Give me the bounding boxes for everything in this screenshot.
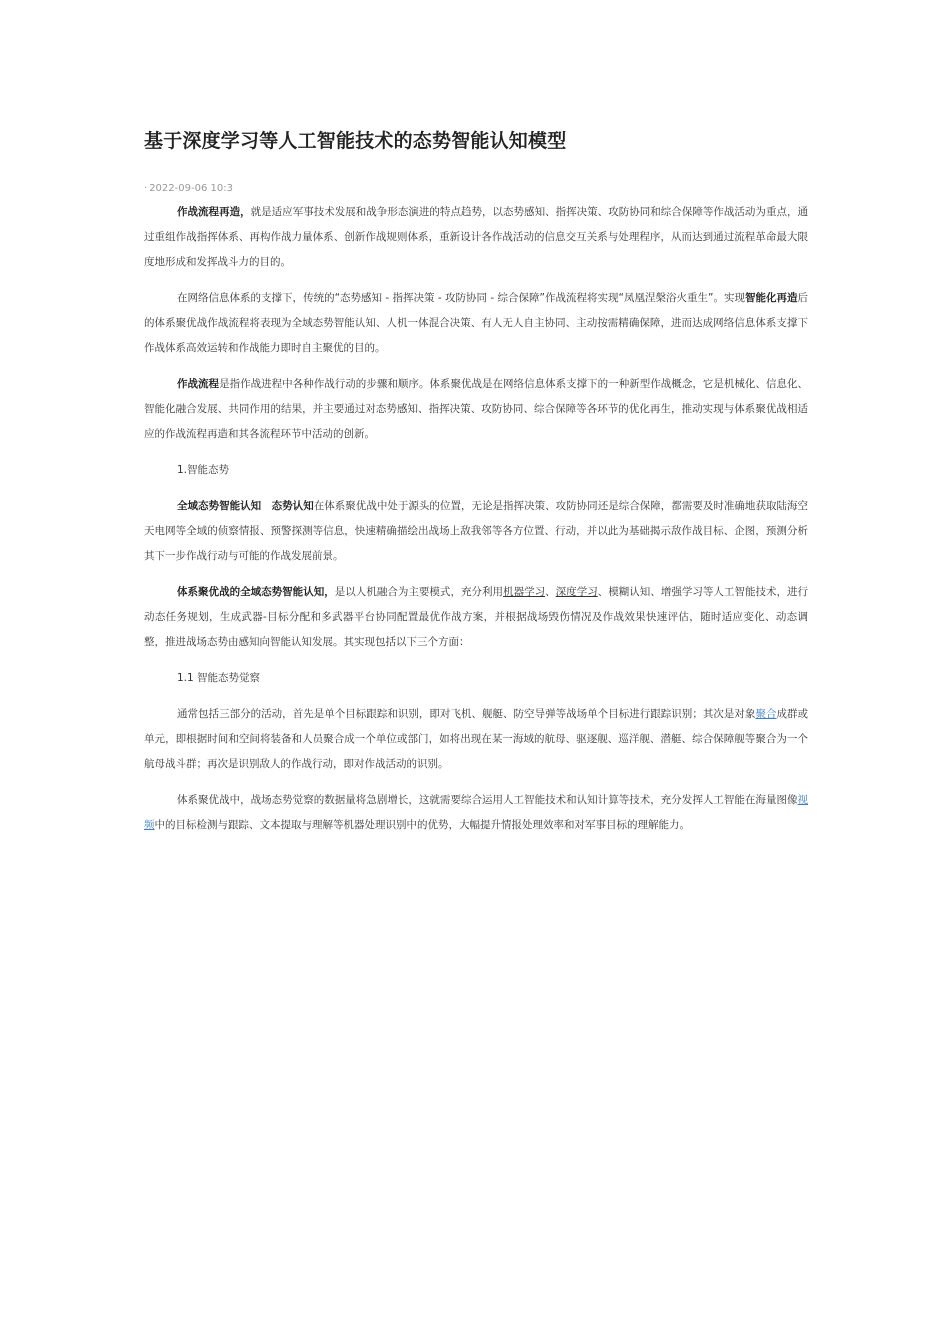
bold-term: 体系聚优战的全域态势智能认知， — [177, 586, 335, 598]
paragraph-text: 后的体系聚优战作战流程将表现为全域态势智能认知、人机一体混合决策、有人无人自主协同、主动按需精确保障，进而达成网络信息体系支撑下作战体系高效运转和作战能力即时自主聚优的目的。 — [144, 292, 808, 354]
bold-term: 智能化再造 — [744, 292, 798, 304]
paragraph-text: 是以人机融合为主要模式，充分利用 — [334, 586, 504, 598]
link-video[interactable]: 视频 — [144, 794, 808, 831]
paragraph-text: 成群或单元，即根据时间和空间将装备和人员聚合成一个单位或部门，如将出现在某一海域的航母、驱逐舰、巡洋舰、潜艇、综合保障舰等聚合为一个航母战斗群；再次是识别敌人的作战行动，即对作战活动的识别。 — [144, 708, 809, 770]
article — [144, 126, 808, 838]
publish-date: 2022-09-06 10:3 — [149, 183, 233, 194]
bold-term: 作战流程再造， — [177, 206, 251, 218]
bold-term: 作战流程 — [177, 378, 220, 390]
paragraph-text: 、模糊认知、增强学习等人工智能技术，进行动态任务规划，生成武器-目标分配和多武器平台协同配置最优作战方案，并根据战场毁伤情况及作战效果快速评估，随时适应变化、动态调整，推进战场态势由感知向智能认知发展。其实现包括以下三个方面： — [144, 586, 809, 648]
link-machine-learning[interactable]: 机器学习 — [503, 586, 546, 598]
paragraph-text: 在网络信息体系的支撑下，传统的“态势感知 - 指挥决策 - 攻防协同 - 综合保障”作战流程将实现“凤凰涅槃浴火重生”。实现 — [177, 292, 745, 304]
paragraph-3 — [144, 372, 808, 447]
link-deep-learning[interactable]: 深度学习 — [555, 586, 598, 598]
paragraph-text: 是指作战进程中各种作战行动的步骤和顺序。体系聚优战是在网络信息体系支撑下的一种新型作战概念，它是机械化、信息化、智能化融合发展、共同作用的结果，并主要通过对态势感知、指挥决策、攻防协同、综合保障等各环节的优化再生，推动实现与体系聚优战相适应的作战流程再造和其各流程环节中活动的创新。 — [144, 378, 809, 440]
article-meta — [144, 182, 808, 196]
paragraph-5 — [144, 580, 808, 655]
paragraph-text: 就是适应军事技术发展和战争形态演进的特点趋势，以态势感知、指挥决策、攻防协同和综合保障等作战活动为重点，通过重组作战指挥体系、再构作战力量体系、创新作战规则体系，重新设计各作战活动的信息交互关系与处理程序，从而达到通过流程革命最大限度地形成和发挥战斗力的目的。 — [144, 206, 809, 268]
bold-term: 全域态势智能认知 态势认知 — [177, 500, 314, 512]
paragraph-4 — [144, 494, 808, 569]
paragraph-text: 在体系聚优战中处于源头的位置，无论是指挥决策、攻防协同还是综合保障，都需要及时准确地获取陆海空天电网等全域的侦察情报、预警探测等信息，快速精确描绘出战场上敌我邻等各方位置、行动，并以此为基础揭示敌作战目标、企图，预测分析其下一步作战行动与可能的作战发展前景。 — [144, 500, 809, 562]
meta-dot: · — [144, 183, 148, 194]
article-title: 基于深度学习等人工智能技术的态势智能认知模型 — [144, 130, 567, 152]
paragraph-1 — [144, 200, 808, 275]
paragraph-7 — [144, 788, 808, 838]
separator: 、 — [545, 586, 556, 598]
paragraph-2 — [144, 286, 808, 361]
paragraph-text: 体系聚优战中，战场态势觉察的数据量将急剧增长，这就需要综合运用人工智能技术和认知计算等技术，充分发挥人工智能在海量图像 — [177, 794, 798, 806]
section-heading-1-1: 1.1 智能态势觉察 — [177, 672, 261, 684]
paragraph-text: 通常包括三部分的活动，首先是单个目标跟踪和识别，即对飞机、舰艇、防空导弹等战场单个目标进行跟踪识别；其次是对象 — [177, 708, 756, 720]
link-aggregation[interactable]: 聚合 — [755, 708, 777, 720]
paragraph-text: 中的目标检测与跟踪、文本提取与理解等机器处理识别中的优势，大幅提升情报处理效率和对军事目标的理解能力。 — [154, 819, 690, 831]
paragraph-6 — [144, 702, 808, 777]
section-heading-1: 1.智能态势 — [177, 464, 230, 476]
